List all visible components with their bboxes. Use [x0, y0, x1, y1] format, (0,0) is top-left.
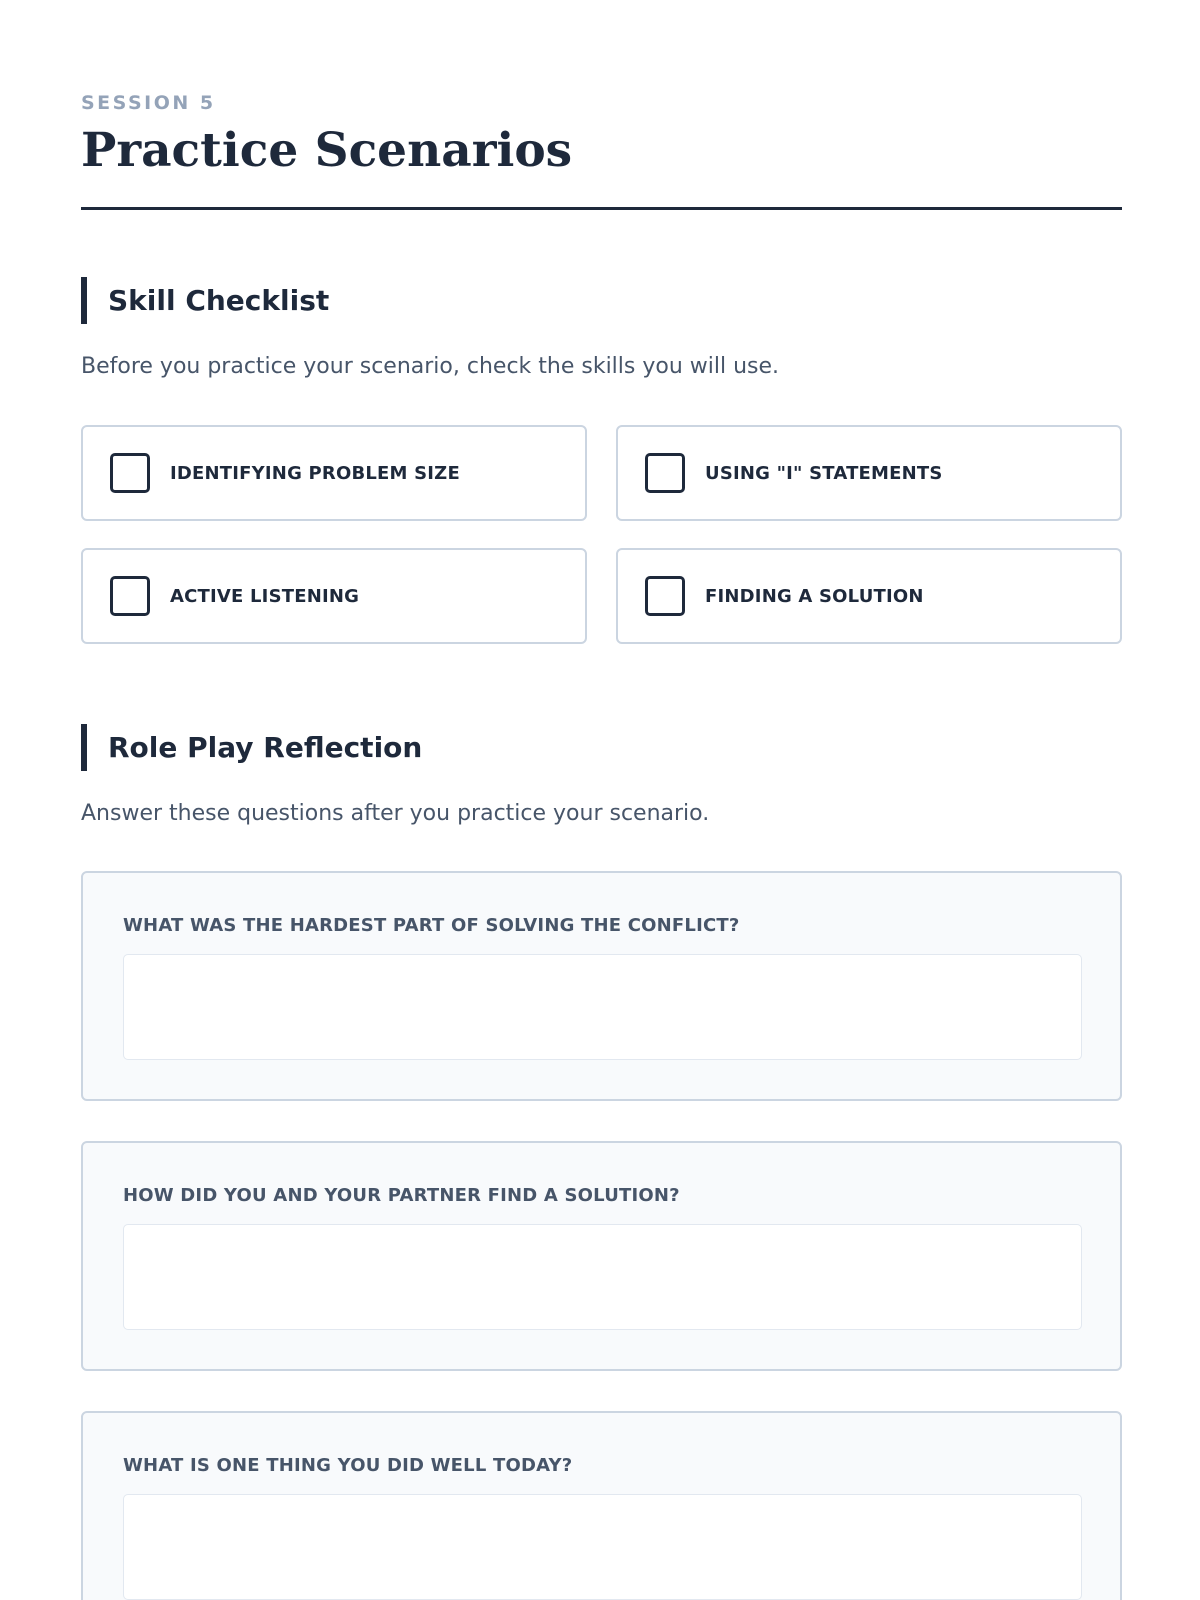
skill-item-label: ACTIVE LISTENING [170, 585, 360, 607]
skill-item-label: USING "I" STATEMENTS [705, 462, 943, 484]
reflection-heading: Role Play Reflection [81, 724, 422, 771]
skill-item-problem-size[interactable] [81, 425, 587, 521]
checkbox[interactable] [645, 453, 685, 493]
reflection-question-card [81, 1141, 1122, 1371]
answer-field[interactable] [123, 954, 1082, 1060]
reflection-question-card [81, 871, 1122, 1101]
question-label: HOW DID YOU AND YOUR PARTNER FIND A SOLUTION? [123, 1185, 680, 1206]
page-title: Practice Scenarios [81, 123, 573, 178]
skill-item-label: FINDING A SOLUTION [705, 585, 924, 607]
skill-item-active-listening[interactable] [81, 548, 587, 644]
reflection-question-card [81, 1411, 1122, 1600]
answer-field[interactable] [123, 1224, 1082, 1330]
reflection-description: Answer these questions after you practice your scenario. [81, 801, 710, 826]
skill-item-i-statements[interactable] [616, 425, 1122, 521]
checkbox[interactable] [110, 576, 150, 616]
question-label: WHAT WAS THE HARDEST PART OF SOLVING THE CONFLICT? [123, 915, 740, 936]
skill-item-finding-solution[interactable] [616, 548, 1122, 644]
title-divider [81, 207, 1122, 210]
skill-checklist-description: Before you practice your scenario, check the skills you will use. [81, 354, 780, 379]
answer-field[interactable] [123, 1494, 1082, 1600]
skill-checklist-heading: Skill Checklist [81, 277, 329, 324]
checkbox[interactable] [110, 453, 150, 493]
session-label: SESSION 5 [81, 92, 216, 114]
skill-item-label: IDENTIFYING PROBLEM SIZE [170, 462, 460, 484]
checkbox[interactable] [645, 576, 685, 616]
question-label: WHAT IS ONE THING YOU DID WELL TODAY? [123, 1455, 573, 1476]
